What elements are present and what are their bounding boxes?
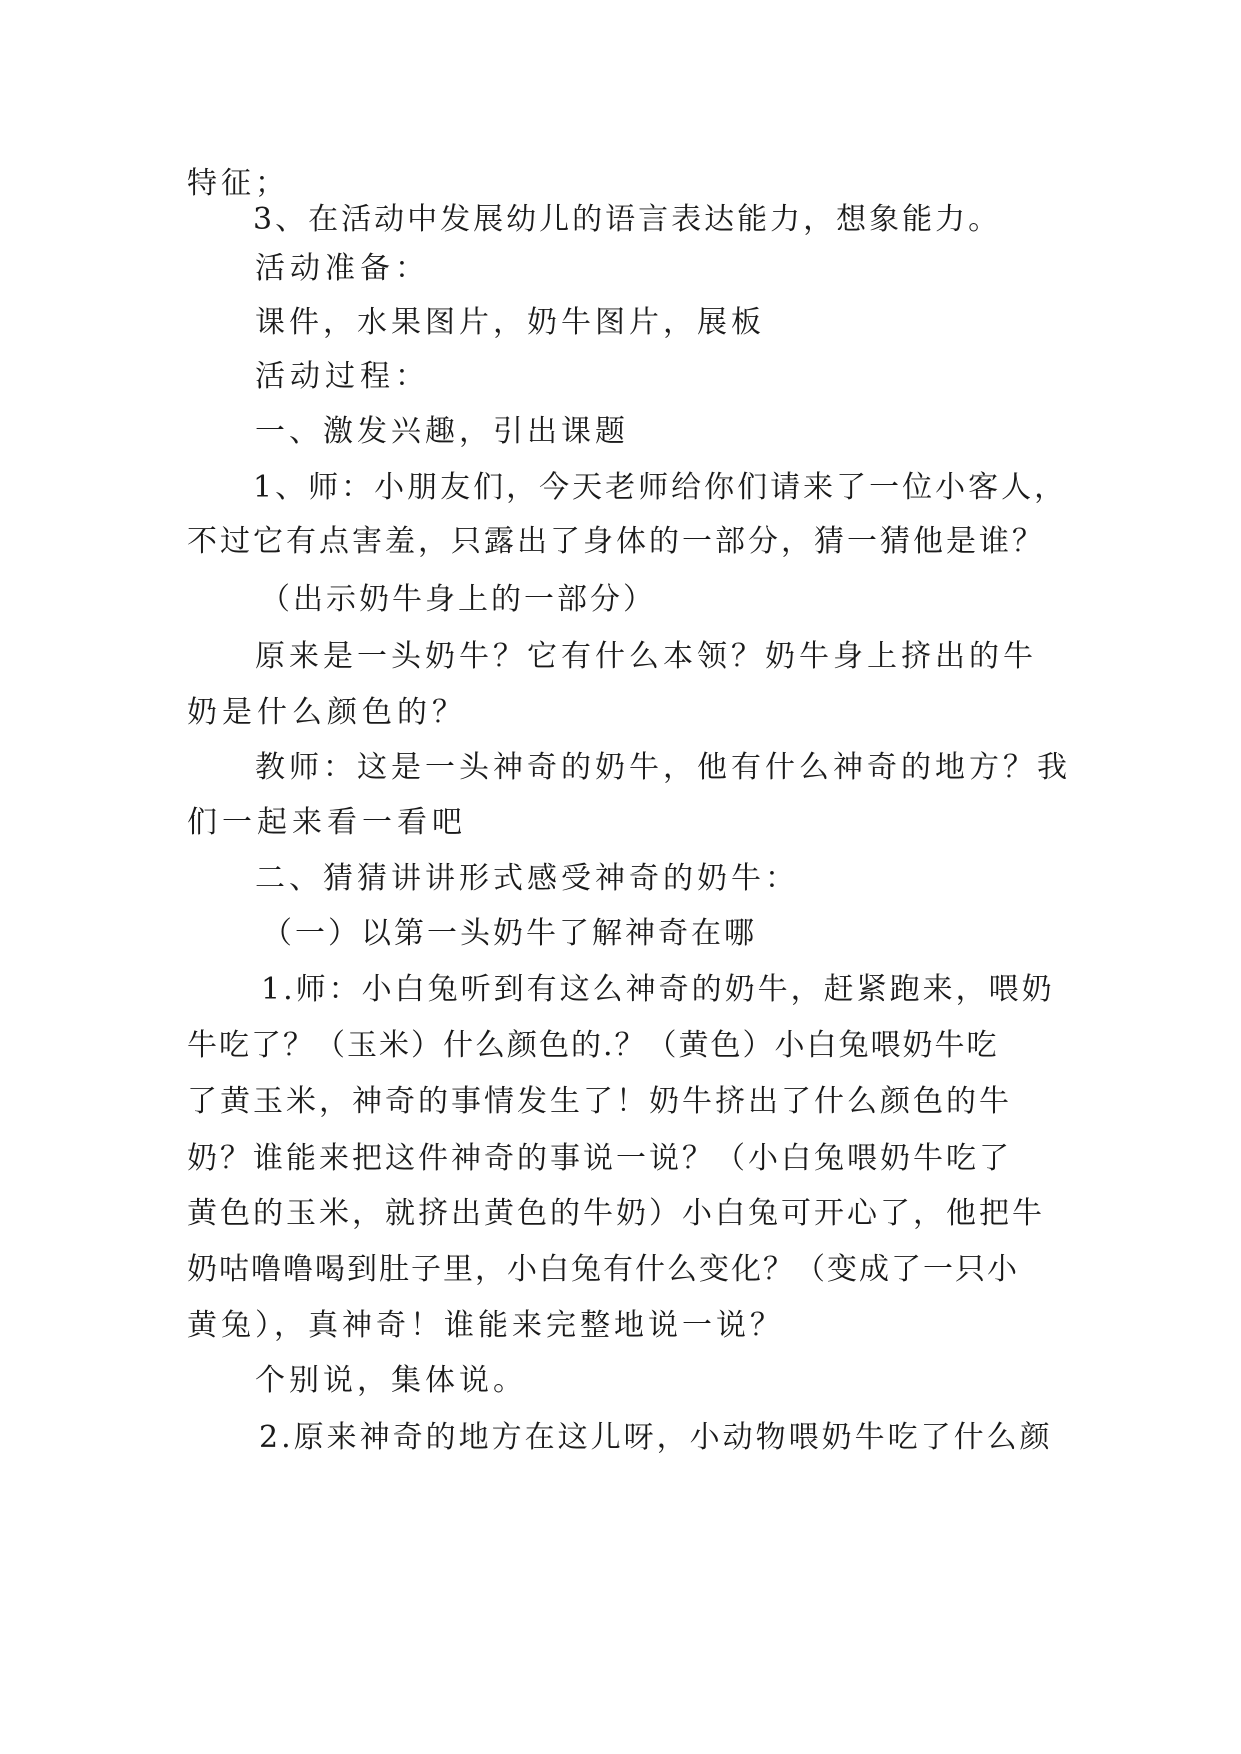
text-line: 3、在活动中发展幼儿的语言表达能力，想象能力。 [253, 202, 1002, 237]
text-line: 了黄玉米，神奇的事情发生了！奶牛挤出了什么颜色的牛 [187, 1084, 1012, 1119]
text-line: 黄兔），真神奇！谁能来完整地说一说？ [187, 1308, 784, 1343]
text-line: 黄色的玉米，就挤出黄色的牛奶）小白兔可开心了，他把牛 [187, 1196, 1045, 1231]
text-line: 牛吃了？（玉米）什么颜色的.？（黄色）小白兔喂奶牛吃 [187, 1028, 999, 1063]
text-line: 二、猜猜讲讲形式感受神奇的奶牛： [255, 861, 799, 896]
text-line: 不过它有点害羞，只露出了身体的一部分，猜一猜他是谁？ [187, 524, 1045, 559]
text-line: 奶？谁能来把这件神奇的事说一说？（小白兔喂奶牛吃了 [187, 1141, 1012, 1176]
text-line: 原来是一头奶牛？它有什么本领？奶牛身上挤出的牛 [255, 639, 1037, 674]
text-line: 奶咕噜噜喝到肚子里，小白兔有什么变化？（变成了一只小 [187, 1252, 1019, 1287]
text-line: 个别说，集体说。 [255, 1363, 527, 1398]
text-line: 奶是什么颜色的？ [187, 695, 467, 730]
text-line: 活动准备： [255, 251, 430, 286]
text-line: 们一起来看一看吧 [187, 805, 467, 840]
text-line: （出示奶牛身上的一部分） [260, 582, 656, 617]
text-line: 教师：这是一头神奇的奶牛，他有什么神奇的地方？我 [255, 750, 1071, 785]
text-line: 课件，水果图片，奶牛图片，展板 [255, 305, 765, 340]
text-line: 1.师：小白兔听到有这么神奇的奶牛，赶紧跑来，喂奶 [261, 972, 1055, 1007]
text-line: 1、师：小朋友们，今天老师给你们请来了一位小客人， [253, 470, 1068, 505]
text-line: 特征； [187, 166, 289, 201]
text-line: 2.原来神奇的地方在这儿呀，小动物喂奶牛吃了什么颜 [259, 1420, 1053, 1455]
text-line: （一）以第一头奶牛了解神奇在哪 [262, 916, 757, 951]
text-line: 活动过程： [255, 359, 430, 394]
text-line: 一、激发兴趣，引出课题 [255, 414, 629, 449]
